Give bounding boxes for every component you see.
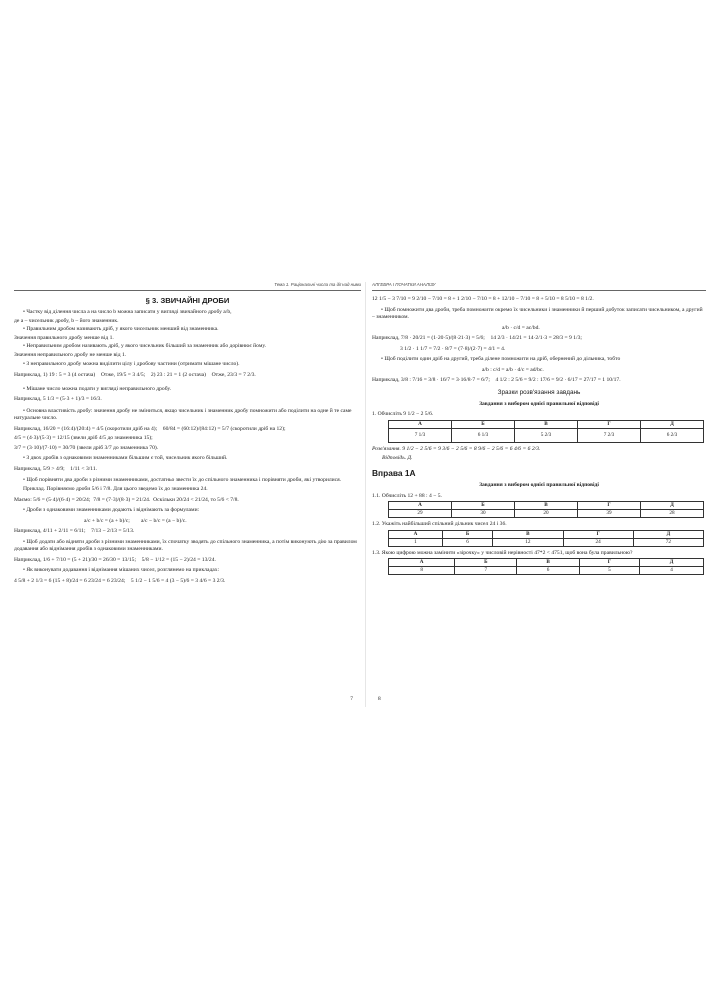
answer-value: 1	[389, 538, 443, 546]
paragraph: • Щоб порівняти два дроби з різними знаменниками, достатньо звести їх до спільного знаменника і порівняти дроби, які утворилися.	[23, 476, 342, 483]
answer-value: 7 2/3	[578, 428, 641, 442]
answer-letter: Г	[563, 530, 633, 538]
paragraph: де a – чисельник дробу, b – його знаменник.	[14, 317, 119, 324]
answer-value: 28	[641, 510, 704, 518]
answer-value: 5 2/3	[515, 428, 578, 442]
page-spread-divider	[365, 282, 366, 707]
answer-letter: Г	[578, 502, 641, 510]
answer-value: 30	[452, 510, 515, 518]
answer-letter: Г	[579, 559, 639, 567]
paragraph: Значення правильного дробу менше від 1.	[14, 334, 114, 341]
example-line: Наприклад, 3/8 : 7/16 = 3/8 · 16/7 = 3·16/8·7 = 6/7; 4 1/2 : 2 5/6 = 9/2 : 17/6 = 9/2 · 6/17 = 27/17 = 1 10/17.	[372, 377, 621, 384]
answer-letter: Д	[633, 530, 703, 538]
answer-letter: В	[515, 502, 578, 510]
answer-letter: Д	[641, 502, 704, 510]
answer-letter: Б	[442, 530, 492, 538]
example-line: 3/7 = (3·10)/(7·10) = 30/70 (звели дріб 3/7 до знаменника 70).	[14, 444, 159, 451]
answer-table	[388, 558, 704, 575]
answer-value: 7 1/3	[389, 428, 452, 442]
answer-value: 39	[578, 510, 641, 518]
answer-value: 20	[515, 510, 578, 518]
section-title: § 3. ЗВИЧАЙНІ ДРОБИ	[145, 296, 230, 305]
paragraph: • Мішане число можна подати у вигляді неправильного дробу.	[23, 385, 171, 392]
example-line: Наприклад, 4/11 + 2/11 = 6/11; 7/13 − 2/13 = 5/13.	[14, 528, 135, 535]
answer-line: Відповідь. Д.	[382, 455, 413, 462]
left-running-header: Тема 1. Раціональні числа та дії над ними	[14, 282, 361, 291]
answer-value: 6 1/3	[452, 428, 515, 442]
answer-letter: В	[515, 420, 578, 428]
answer-value: 72	[633, 538, 703, 546]
paragraph: Приклад. Порівняємо дроби 5/6 і 7/8. Для цього зведемо їх до знаменника 24.	[23, 486, 208, 493]
answer-table	[388, 530, 704, 547]
answer-letter: А	[389, 559, 455, 567]
example-line: Наприклад, 16/20 = (16:4)/(20:4) = 4/5 (скоротили дріб на 4); 60/84 = (60:12)/(84:12) = 5/7 (скоротили дріб на 12);	[14, 425, 286, 432]
example-line: 3 1/2 · 1 1/7 = 7/2 · 8/7 = (7·8)/(2·7) = 4/1 = 4.	[400, 345, 506, 352]
answer-letter: Б	[455, 559, 517, 567]
answer-letter: А	[389, 530, 443, 538]
page-number: 7	[350, 695, 353, 702]
paragraph: • Як виконувати додавання і віднімання мішаних чисел, розглянемо на прикладах:	[23, 567, 220, 574]
answer-table	[388, 420, 704, 443]
answer-value: 8	[389, 567, 455, 575]
example-line: Наприклад, 1) 19 : 5 = 3 (4 остача) Отже, 19/5 = 3 4/5; 2) 23 : 21 = 1 (2 остача) Отже, 23/3 = 7 2/3.	[14, 372, 256, 379]
answer-value: 6 2/3	[641, 428, 704, 442]
paragraph: • Щоб помножити два дроби, треба помножити окремо їх чисельники і знаменники й перший добуток записати чисельником, а другий – знаменником.	[372, 306, 703, 321]
example-line: 12 1/5 − 3 7/10 = 9 2/10 − 7/10 = 8 + 1 2/10 − 7/10 = 8 + 12/10 − 7/10 = 8 + 5/10 = 8 5/10 = 8 1/2.	[372, 296, 594, 302]
formula-line: a/c + b/c = (a + b)/c; a/c − b/c = (a − b)/c.	[84, 517, 187, 524]
example-line: Наприклад, 5/9 > 4/9; 1/11 < 3/11.	[14, 466, 98, 472]
example-line: Наприклад, 1/6 + 7/10 = (5 + 21)/30 = 26/30 = 13/15; 5/8 − 1/12 = (15 − 2)/24 = 13/24.	[14, 556, 216, 563]
answer-letter: В	[493, 530, 563, 538]
solution-line: Розв'язання. 9 1/2 − 2 5/6 = 9 3/6 − 2 5/6 = 8 9/6 − 2 5/6 = 6 4/6 = 6 2/3.	[372, 445, 541, 452]
paragraph: • З двох дробів з однаковими знаменниками більшим є той, чисельник якого більший.	[23, 455, 228, 462]
choice-task-title: Завдання з вибором однієї правильної відповіді	[479, 482, 599, 489]
task-question: 1.2. Укажіть найбільший спільний дільник чисел 24 і 36.	[372, 521, 507, 528]
page-number: 8	[378, 695, 381, 702]
example-line: 4 5/8 + 2 1/3 = 6 (15 + 8)/24 = 6 23/24 = 6 23/24; 5 1/2 − 1 5/6 = 4 (3 − 5)/6 = 3 4/6 = 3 2/3.	[14, 578, 226, 585]
paragraph: • Правильним дробом називають дріб, у якого чисельник менший від знаменника.	[23, 326, 219, 333]
answer-letter: Д	[641, 420, 704, 428]
answer-value: 4	[640, 567, 704, 575]
task-question: 1.1. Обчисліть 12 + 88 : 4 − 5.	[372, 492, 442, 499]
right-page	[372, 282, 706, 707]
solved-examples-title: Зразки розв'язання завдань	[497, 388, 581, 396]
task-question: 1. Обчисліть 9 1/2 − 2 5/6.	[372, 411, 434, 418]
paragraph: • Дроби з однаковими знаменниками додають і віднімають за формулами:	[23, 507, 200, 514]
answer-value: 6	[442, 538, 492, 546]
example-line: Наприклад, 7/8 · 20/21 = (1·20·5)/(8·21·3) = 5/6; 14 2/3 · 14/21 = 14·2/1·3 = 28/3 = 9 1/3;	[372, 335, 582, 342]
paragraph: • Щоб поділити один дріб на другий, треба ділене помножити на дріб, обернений до дільника, тобто	[381, 356, 621, 363]
answer-letter: Б	[452, 420, 515, 428]
exercise-title: Вправа 1А	[372, 467, 416, 478]
paragraph: • Частку від ділення числа a на число b можна записати у вигляді звичайного дробу a/b,	[23, 309, 232, 316]
formula-line: a/b · c/d = ac/bd.	[502, 324, 540, 331]
answer-letter: Д	[640, 559, 704, 567]
paragraph: • Неправильним дробом називають дріб, у якого чисельник більший за знаменник або дорівнює йому.	[23, 343, 266, 350]
answer-letter: А	[389, 502, 452, 510]
left-page	[14, 282, 361, 707]
answer-value: 12	[493, 538, 563, 546]
paragraph: Значення неправильного дробу не менше від 1.	[14, 351, 127, 358]
answer-table	[388, 501, 704, 518]
example-line: 4/5 = (4·3)/(5·3) = 12/15 (звели дріб 4/5 до знаменника 15);	[14, 435, 153, 442]
answer-letter: Г	[578, 420, 641, 428]
paragraph: • З неправильного дробу можна виділити цілу і дробову частини (отримати мішане число).	[23, 360, 240, 367]
right-running-header: АЛГЕБРА І ПОЧАТКИ АНАЛІЗУ	[372, 282, 706, 291]
answer-letter: Б	[452, 502, 515, 510]
example-line: Маємо: 5/6 = (5·4)/(6·4) = 20/24; 7/8 = (7·3)/(8·3) = 21/24. Оскільки 20/24 < 21/24, то 5/6 < 7/8.	[14, 496, 239, 503]
answer-value: 6	[517, 567, 579, 575]
paragraph: • Основна властивість дробу: значення дробу не зміниться, якщо чисельник і знаменник дробу помножити або поділити на одне й те саме натуральне число.	[14, 407, 352, 422]
answer-value: 24	[563, 538, 633, 546]
answer-value: 7	[455, 567, 517, 575]
formula-line: a/b : c/d = a/b · d/c = ad/bc.	[482, 366, 544, 373]
task-question: 1.3. Якою цифрою можна замінити «зірочку» у числовій нерівності 47*2 < 4751, щоб вона була правильною?	[372, 549, 633, 556]
answer-value: 29	[389, 510, 452, 518]
answer-value: 5	[579, 567, 639, 575]
answer-letter: В	[517, 559, 579, 567]
answer-letter: А	[389, 420, 452, 428]
example-line: Наприклад, 5 1/3 = (5·3 + 1)/3 = 16/3.	[14, 396, 102, 403]
paragraph: • Щоб додати або відняти дроби з різними знаменниками, їх спочатку зводять до спільного знаменника, а потім виконують дію за правилом додавання або віднімання дробів з однаковими знаменниками.	[14, 538, 357, 553]
choice-task-title: Завдання з вибором однієї правильної відповіді	[479, 400, 599, 407]
